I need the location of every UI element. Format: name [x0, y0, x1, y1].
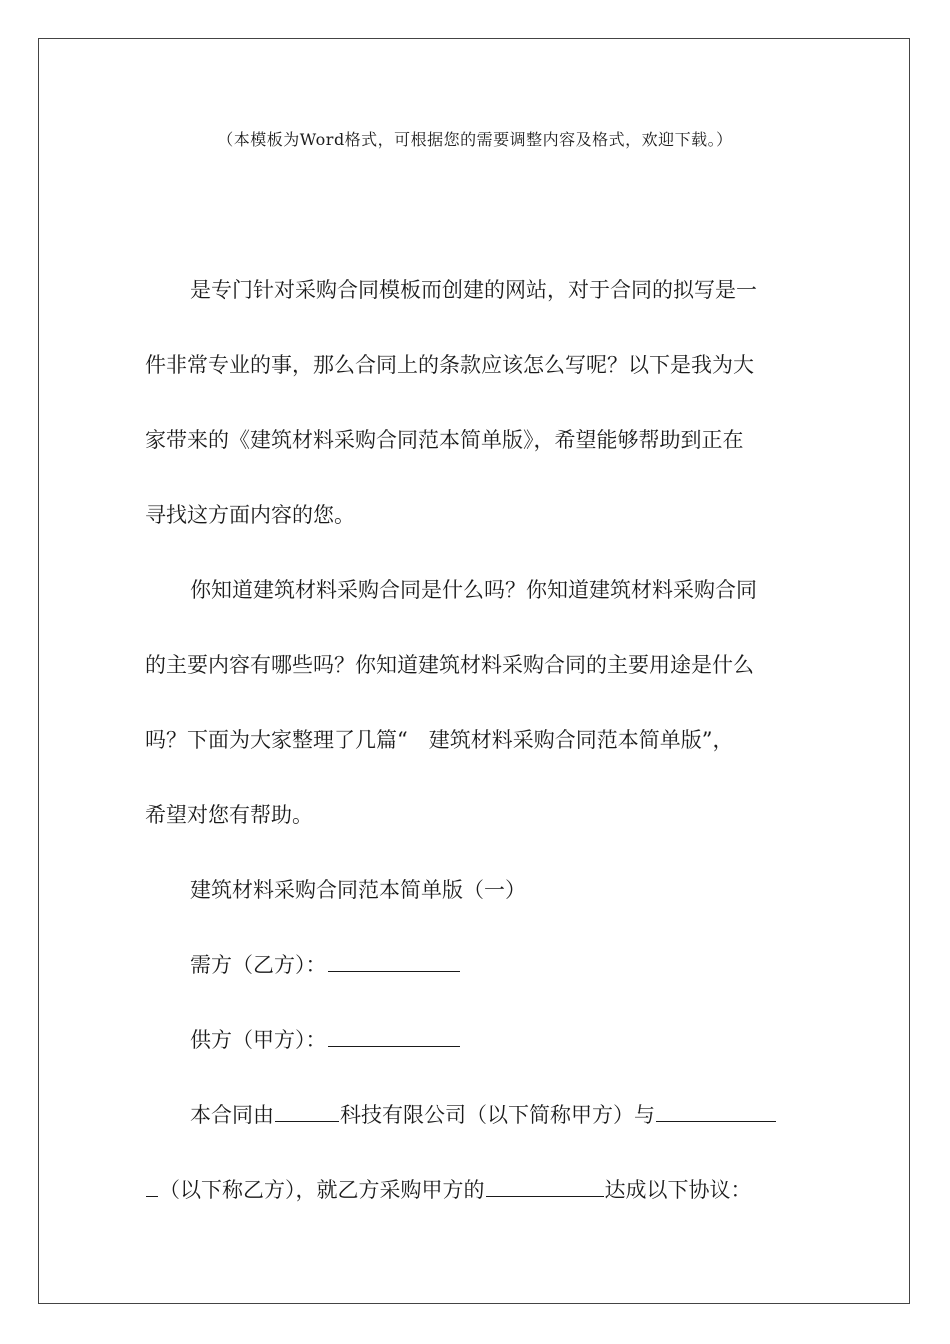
- company-blank[interactable]: [275, 1120, 339, 1122]
- contract-text-3: （以下称乙方），就乙方采购甲方的: [159, 1178, 485, 1202]
- contract-text-4: 达成以下协议：: [604, 1178, 752, 1202]
- section-title: 建筑材料采购合同范本简单版（一）: [190, 878, 526, 902]
- intro-line-4: 寻找这方面内容的您。: [145, 503, 355, 527]
- intro-line-2: 件非常专业的事，那么合同上的条款应该怎么写呢？以下是我为大: [145, 353, 754, 377]
- contract-line-1: [190, 1101, 777, 1129]
- party-b-blank-continued[interactable]: [146, 1195, 158, 1197]
- question-line-2: 的主要内容有哪些吗？你知道建筑材料采购合同的主要用途是什么: [145, 653, 754, 677]
- buyer-blank[interactable]: [328, 970, 460, 972]
- template-note: （本模板为Word格式，可根据您的需要调整内容及格式，欢迎下载。）: [217, 130, 733, 149]
- buyer-label: 需方（乙方）：: [190, 953, 327, 977]
- goods-blank[interactable]: [486, 1195, 604, 1197]
- intro-line-1: 是专门针对采购合同模板而创建的网站，对于合同的拟写是一: [190, 278, 757, 302]
- contract-text-1: 本合同由: [190, 1103, 274, 1127]
- buyer-line: [190, 951, 461, 979]
- party-b-blank[interactable]: [656, 1120, 776, 1122]
- question-line-3: 吗？下面为大家整理了几篇“ 建筑材料采购合同范本简单版”，: [145, 728, 734, 752]
- supplier-blank[interactable]: [328, 1045, 460, 1047]
- supplier-line: [190, 1026, 461, 1054]
- contract-text-2: 科技有限公司（以下简称甲方）与: [340, 1103, 655, 1127]
- question-line-1: 你知道建筑材料采购合同是什么吗？你知道建筑材料采购合同: [190, 578, 757, 602]
- contract-line-2: [145, 1176, 752, 1204]
- question-line-4: 希望对您有帮助。: [145, 803, 313, 827]
- intro-line-3: 家带来的《建筑材料采购合同范本简单版》，希望能够帮助到正在: [145, 428, 744, 452]
- supplier-label: 供方（甲方）：: [190, 1028, 327, 1052]
